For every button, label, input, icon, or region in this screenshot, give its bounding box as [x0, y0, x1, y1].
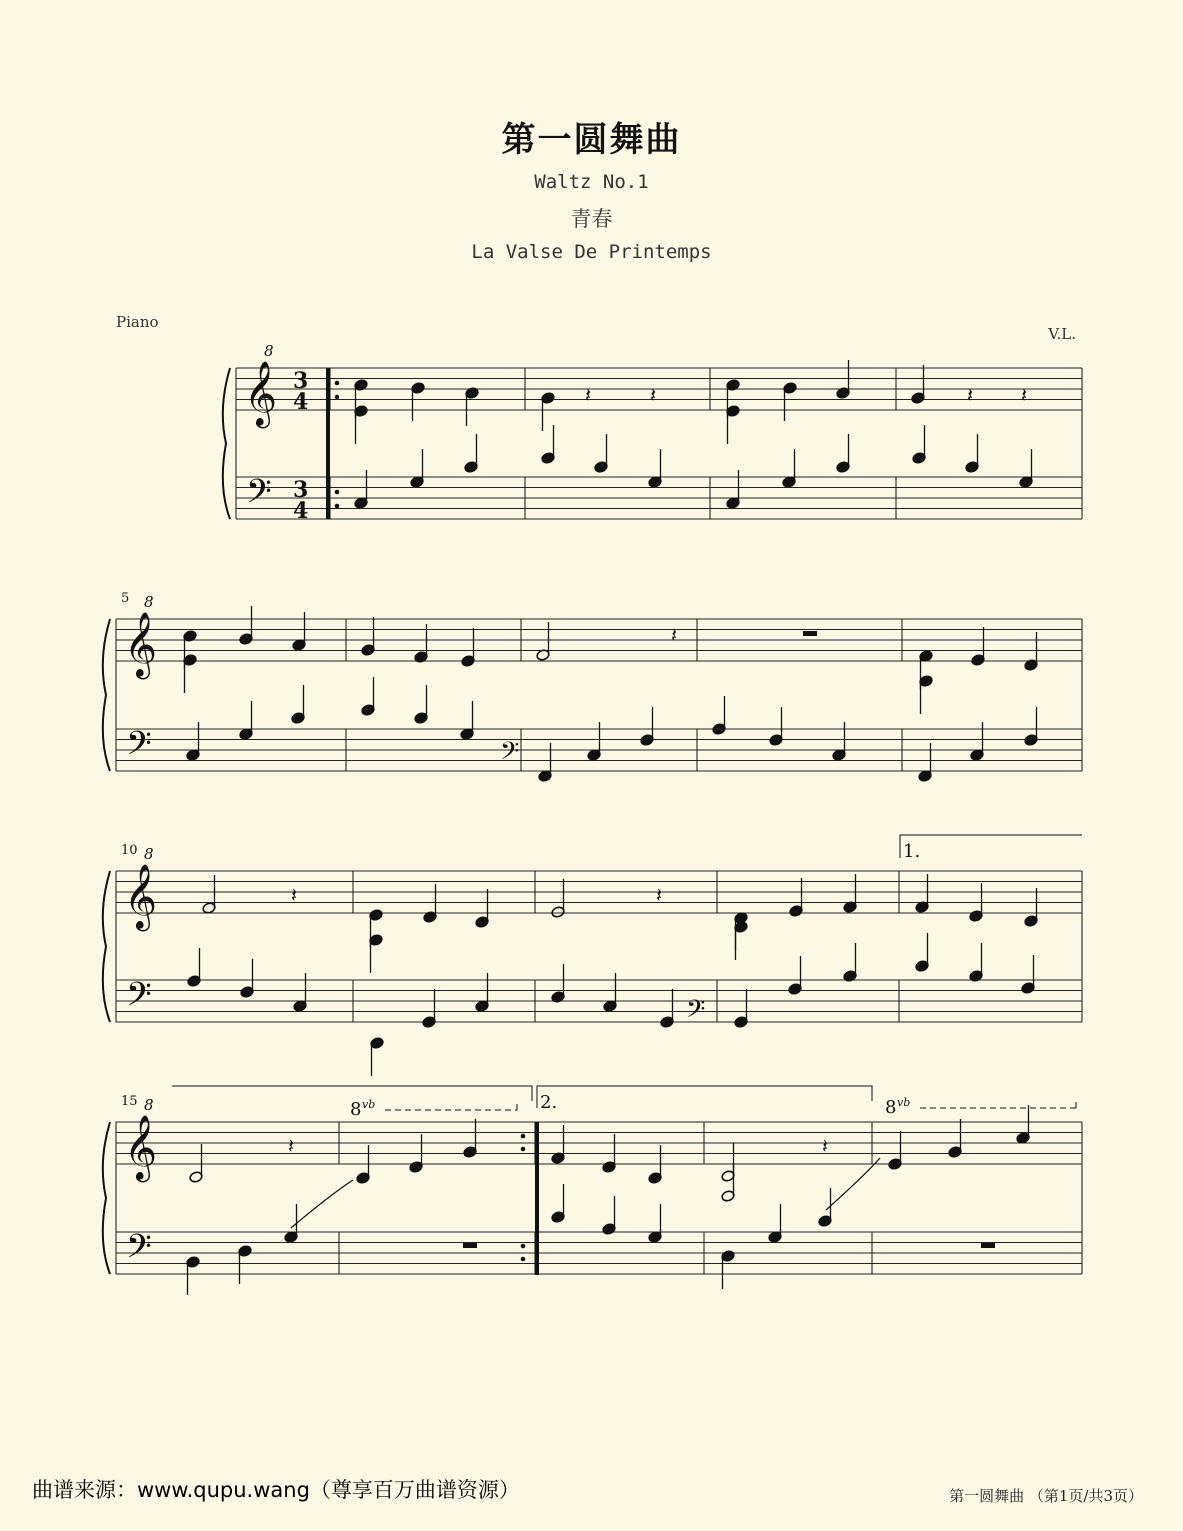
time-sig-numerator: 3	[293, 368, 309, 394]
time-sig-numerator: 3	[293, 477, 309, 503]
whole-rest	[981, 1243, 995, 1248]
repeat-dot	[521, 1134, 526, 1139]
octave-mark: 8	[264, 342, 274, 360]
ottava-number: 8	[350, 1099, 362, 1120]
measure-number: 5	[121, 591, 130, 606]
treble-clef-icon: 𝄞	[244, 361, 278, 426]
bass-clef-change-icon: 𝄢	[686, 995, 706, 1030]
bass-clef-icon: 𝄢	[246, 473, 272, 519]
bass-clef-change-icon: 𝄢	[500, 737, 520, 772]
repeat-dot	[335, 504, 340, 509]
piano-brace	[103, 871, 110, 1022]
octave-mark: 8	[144, 845, 154, 863]
repeat-thick-bar	[535, 1122, 539, 1275]
measure-number: 15	[121, 1094, 138, 1109]
repeat-dot	[335, 395, 340, 400]
repeat-dot	[521, 1147, 526, 1152]
quarter-rest: 𝄽	[291, 883, 298, 907]
time-sig-denominator: 4	[293, 498, 309, 524]
repeat-dot	[521, 1244, 526, 1249]
quarter-rest: 𝄽	[967, 383, 974, 407]
footer-source: 曲谱来源：www.qupu.wang（尊享百万曲谱资源）	[32, 1478, 520, 1502]
treble-clef-icon: 𝄞	[124, 612, 158, 677]
volta-1-bracket	[900, 835, 1082, 858]
octave-mark: 8	[144, 593, 154, 611]
composer-label: V.L.	[1048, 325, 1076, 343]
octave-mark: 8	[144, 1096, 154, 1114]
quarter-rest: 𝄽	[656, 883, 663, 907]
whole-rest	[463, 1243, 477, 1248]
whole-rest	[803, 631, 817, 636]
repeat-dot	[521, 1257, 526, 1262]
piano-brace	[103, 1122, 110, 1274]
subtitle-english: Waltz No.1	[534, 171, 649, 193]
quarter-rest: 𝄽	[650, 383, 657, 407]
score-title: 第一圆舞曲	[501, 120, 682, 160]
repeat-dot	[335, 381, 340, 386]
quarter-rest: 𝄽	[671, 623, 678, 647]
treble-clef-icon: 𝄞	[124, 864, 158, 929]
piano-brace	[223, 368, 230, 519]
ottava-suffix: vb	[362, 1098, 376, 1111]
repeat-thick-bar	[326, 368, 330, 519]
piano-brace	[103, 619, 110, 771]
footer-page: 第一圆舞曲 （第1页/共3页）	[949, 1487, 1143, 1505]
volta-2-bracket	[537, 1086, 872, 1108]
bass-clef-icon: 𝄢	[126, 976, 152, 1022]
quarter-rest: 𝄽	[288, 1134, 295, 1158]
slur	[291, 1180, 353, 1228]
measure-number: 10	[121, 843, 138, 858]
ottava-suffix: vb	[897, 1096, 911, 1109]
treble-clef-icon: 𝄞	[124, 1115, 158, 1180]
bass-clef-icon: 𝄢	[126, 725, 152, 771]
quarter-rest: 𝄽	[585, 383, 592, 407]
slur	[826, 1158, 880, 1210]
bass-clef-icon: 𝄢	[126, 1228, 152, 1274]
volta-2-label: 2.	[540, 1092, 558, 1113]
subtitle-chinese: 青春	[570, 207, 613, 231]
subtitle-french: La Valse De Printemps	[471, 241, 712, 263]
time-sig-denominator: 4	[293, 389, 309, 415]
ottava-number: 8	[885, 1097, 897, 1118]
quarter-rest: 𝄽	[1021, 383, 1028, 407]
quarter-rest: 𝄽	[822, 1134, 829, 1158]
volta-1-label: 1.	[903, 841, 921, 862]
instrument-label: Piano	[116, 313, 159, 331]
repeat-dot	[335, 490, 340, 495]
